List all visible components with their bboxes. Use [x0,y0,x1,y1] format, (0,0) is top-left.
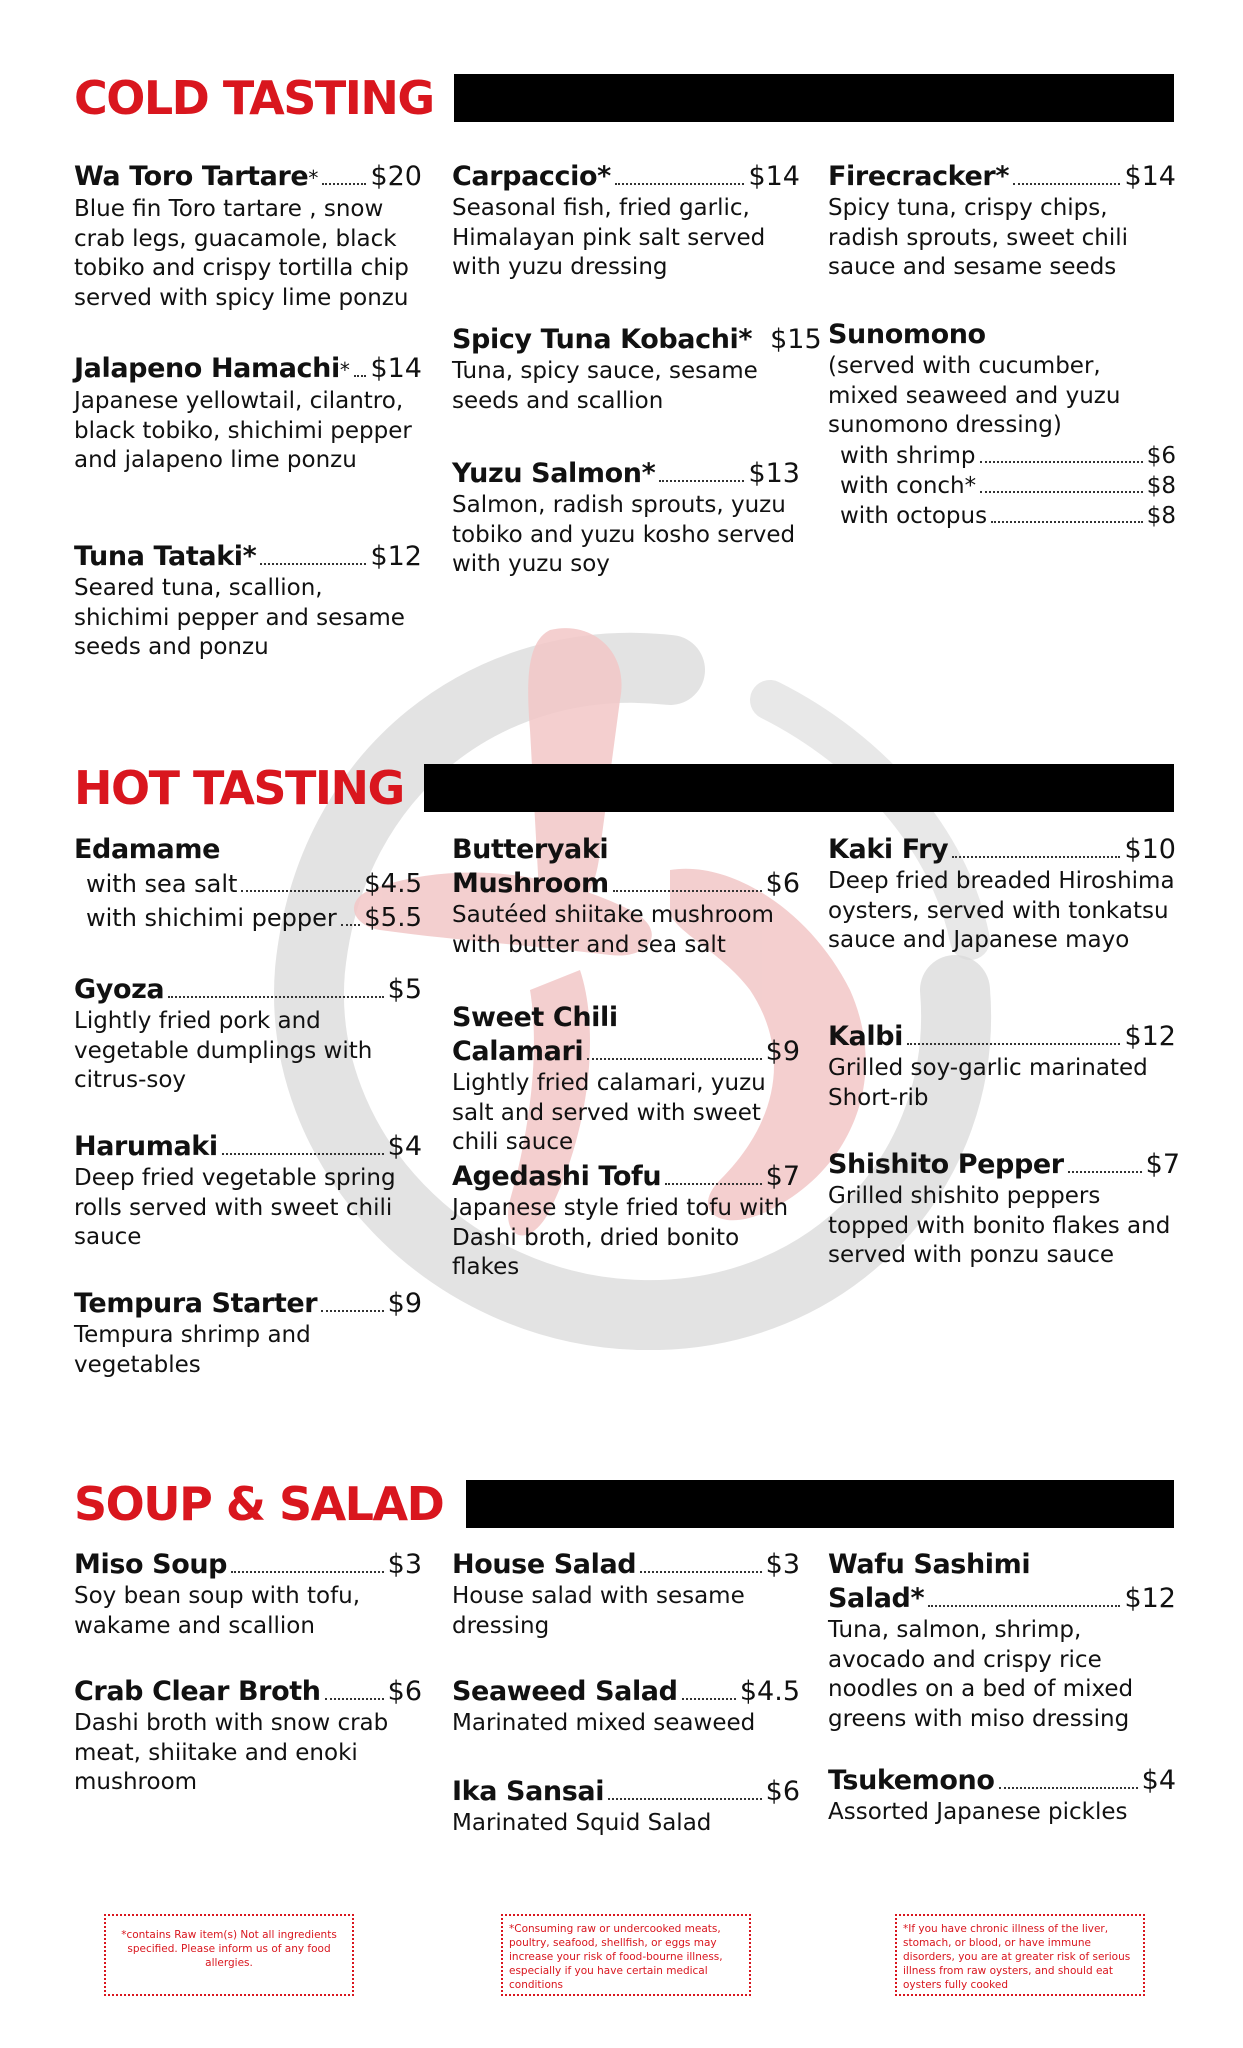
item-description: Seasonal fish, fried garlic, Himalayan pink salt served with yuzu dressing [452,195,766,280]
item-description: Deep fried breaded Hiroshima oysters, served with tonkatsu sauce and Japanese mayo [828,868,1175,953]
item-price: $6 [765,868,800,899]
dot-leader [952,856,1120,858]
item-price: $14 [370,353,422,384]
option-label: with shrimp [840,442,976,469]
option-price: $6 [1146,442,1176,469]
raw-food-warning [501,1914,751,1996]
item-name: Tempura Starter [74,1288,318,1319]
section-hot-tasting [74,762,1174,814]
item-description: Seared tuna, scallion, shichimi pepper and sesame seeds and ponzu [74,575,405,660]
item-description: (served with cucumber, mixed seaweed and yuzu sunomono dressing) [828,353,1121,438]
item-description: Grilled soy-garlic marinated Short-rib [828,1055,1148,1111]
item-name: Salad* [828,1583,925,1614]
allergy-note [104,1914,354,1996]
dot-leader [341,924,360,926]
item-description: House salad with sesame dressing [452,1583,745,1639]
dot-leader [928,1605,1120,1607]
menu-item [828,1764,1176,1828]
item-price: $4 [387,1131,422,1162]
menu-item [452,323,822,416]
item-price: $14 [1124,161,1176,192]
item-option [74,901,422,935]
menu-item [452,1548,800,1641]
item-price: $14 [748,161,800,192]
section-cold-tasting [74,72,1174,124]
dot-leader [999,1787,1138,1789]
item-price: $13 [748,458,800,489]
item-description: Lightly fried pork and vegetable dumplings with citrus-soy [74,1008,373,1093]
dot-leader [991,521,1143,523]
dot-leader [260,563,366,565]
menu-item [452,1160,800,1283]
dot-leader [980,491,1143,493]
dot-leader [241,890,360,892]
item-description: Japanese yellowtail, cilantro, black tobiko, shichimi pepper and jalapeno lime ponzu [74,388,412,473]
item-name: Jalapeno Hamachi [74,353,340,384]
section-title: HOT TASTING [74,761,404,815]
item-price: $9 [387,1288,422,1319]
menu-item [452,457,800,580]
item-description: Spicy tuna, crispy chips, radish sprouts, sweet chili sauce and sesame seeds [828,195,1129,280]
item-price: $15 [770,324,822,355]
menu-item [74,160,422,313]
menu-item [828,160,1176,283]
section-header-bar [424,764,1174,812]
item-price: $20 [370,161,422,192]
item-name: Wa Toro Tartare [74,161,309,192]
item-price: $4 [1141,1765,1176,1796]
option-price: $8 [1146,472,1176,499]
dot-leader [659,480,744,482]
item-price: $4.5 [739,1676,800,1707]
dot-leader [682,1698,736,1700]
section-title: SOUP & SALAD [74,1477,444,1531]
dot-leader [587,1058,761,1060]
item-price: $10 [1124,834,1176,865]
item-name: Seaweed Salad [452,1676,678,1707]
item-name: Tsukemono [828,1765,995,1796]
item-name-mark: * [308,166,319,190]
dot-leader [231,1571,384,1573]
item-name-line: Wafu Sashimi [828,1549,1031,1580]
item-price: $12 [1124,1583,1176,1614]
item-name: Firecracker* [828,161,1010,192]
item-description: Marinated mixed seaweed [452,1710,756,1736]
dot-leader [907,1043,1120,1045]
menu-item [828,1020,1176,1113]
menu-item [452,1001,800,1158]
raw-oyster-warning [895,1914,1145,1996]
item-name: House Salad [452,1549,637,1580]
section-title: COLD TASTING [74,71,434,125]
option-price: $5.5 [364,903,422,933]
option-price: $4.5 [364,869,422,899]
menu-item [828,1548,1176,1734]
item-price: $6 [387,1676,422,1707]
item-name: Carpaccio* [452,161,611,192]
dot-leader [980,461,1143,463]
dot-leader [1013,183,1120,185]
item-price: $7 [1145,1149,1180,1180]
dot-leader [325,1698,384,1700]
item-name: Gyoza [74,974,165,1005]
menu-item [452,1675,800,1739]
menu-item [74,352,422,476]
item-name: Yuzu Salmon* [452,458,656,489]
option-label: with sea salt [86,870,238,898]
menu-item [452,1775,800,1839]
note-text: *contains Raw item(s) Not all ingredients specified. Please inform us of any food allergies. [121,1929,337,1969]
menu-item [74,1548,422,1641]
section-header [74,1478,1174,1530]
item-price: $9 [765,1036,800,1067]
item-name: Agedashi Tofu [452,1161,662,1192]
menu-item [74,540,422,663]
item-price: $5 [387,974,422,1005]
item-description: Tuna, salmon, shrimp, avocado and crispy rice noodles on a bed of mixed greens with miso dressing [828,1617,1134,1732]
menu-item [74,1130,422,1253]
item-name: Edamame [74,834,220,865]
option-label: with octopus [840,502,988,529]
item-name: Kalbi [828,1021,903,1052]
section-header [74,72,1174,124]
menu-item [74,1287,422,1380]
dot-leader [354,375,367,377]
menu-item [828,833,1176,956]
item-name: Kaki Fry [828,834,949,865]
item-option [828,471,1176,501]
option-label: with conch* [840,472,977,499]
dot-leader [322,183,366,185]
item-name-line: Butteryaki [452,834,609,865]
menu-item [828,318,1176,531]
dot-leader [615,183,745,185]
item-name: Ika Sansai [452,1776,605,1807]
item-name: Crab Clear Broth [74,1676,321,1707]
item-description: Soy bean soup with tofu, wakame and scallion [74,1583,361,1639]
menu-item [452,833,800,960]
dot-leader [665,1183,761,1185]
menu-item [452,160,800,283]
item-price: $3 [387,1549,422,1580]
dot-leader [222,1153,384,1155]
item-description: Lightly fried calamari, yuzu salt and served with sweet chili sauce [452,1070,766,1155]
dot-leader [613,890,762,892]
section-header-bar [466,1480,1174,1528]
section-header [74,762,1174,814]
item-option [74,867,422,901]
dot-leader [1068,1171,1142,1173]
item-description: Salmon, radish sprouts, yuzu tobiko and yuzu kosho served with yuzu soy [452,492,796,577]
item-description: Sautéed shiitake mushroom with butter and sea salt [452,902,774,958]
item-name: Shishito Pepper [828,1149,1064,1180]
item-description: Grilled shishito peppers topped with bonito flakes and served with ponzu sauce [828,1183,1171,1268]
item-description: Assorted Japanese pickles [828,1799,1128,1825]
item-option [828,441,1176,471]
item-name: Spicy Tuna Kobachi* [452,324,753,355]
menu-item [74,973,422,1096]
item-price: $7 [765,1161,800,1192]
section-header-bar [454,74,1174,122]
dot-leader [608,1798,762,1800]
item-price: $6 [765,1776,800,1807]
item-name: Harumaki [74,1131,218,1162]
item-name: Sunomono [828,319,986,350]
item-price: $12 [370,541,422,572]
dot-leader [321,1310,383,1312]
item-name-line: Sweet Chili [452,1002,618,1033]
dot-leader [640,1571,761,1573]
section-soup-salad [74,1478,1174,1530]
item-description: Tuna, spicy sauce, sesame seeds and scallion [452,358,758,414]
note-text: *If you have chronic illness of the liver, stomach, or blood, or have immune disorders, you are at greater risk of serious illness from raw oysters, and should eat oysters fully cooked [903,1923,1131,1991]
item-description: Tempura shrimp and vegetables [74,1322,311,1378]
item-name-mark: * [339,358,350,382]
item-name: Tuna Tataki* [74,541,257,572]
dot-leader [168,996,383,998]
item-description: Japanese style fried tofu with Dashi broth, dried bonito flakes [452,1195,789,1280]
item-option [828,501,1176,531]
note-text: *Consuming raw or undercooked meats, poultry, seafood, shellfish, or eggs may increase your risk of food-bourne illness, especially if you have certain medical conditions [509,1923,723,1991]
item-price: $3 [765,1549,800,1580]
item-name: Calamari [452,1036,584,1067]
item-name: Mushroom [452,868,609,899]
item-price: $12 [1124,1021,1176,1052]
item-description: Marinated Squid Salad [452,1810,712,1836]
menu-item [74,1675,422,1798]
option-price: $8 [1146,502,1176,529]
option-label: with shichimi pepper [86,904,337,932]
menu-item [828,1148,1180,1271]
menu-item [74,833,422,935]
item-description: Deep fried vegetable spring rolls served with sweet chili sauce [74,1165,396,1250]
item-description: Blue fin Toro tartare , snow crab legs, guacamole, black tobiko and crispy tortilla chip served with spicy lime ponzu [74,196,409,311]
item-description: Dashi broth with snow crab meat, shiitake and enoki mushroom [74,1710,389,1795]
item-name: Miso Soup [74,1549,228,1580]
